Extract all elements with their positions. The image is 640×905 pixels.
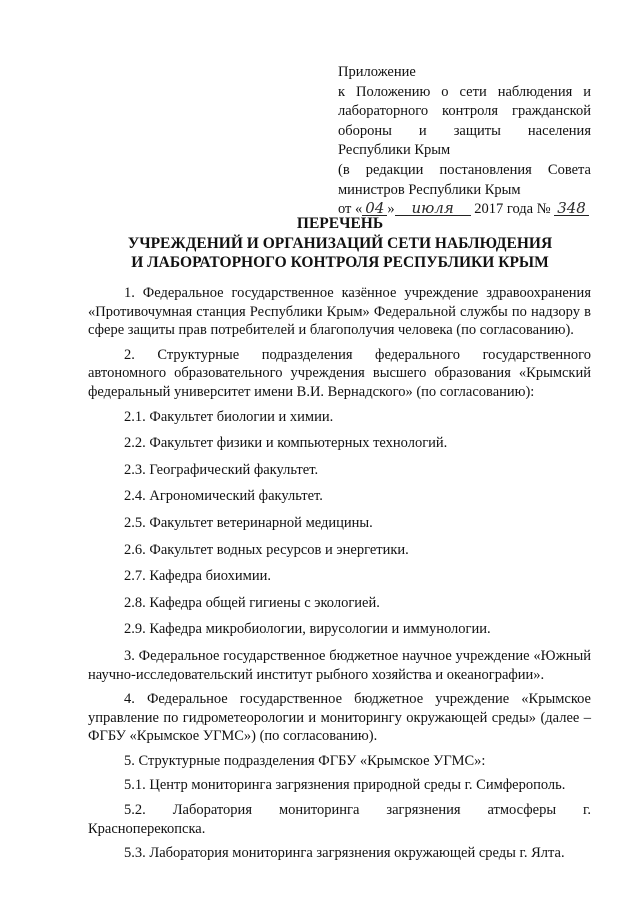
appendix-line: к Положению о сети наблюдения и: [338, 83, 591, 100]
appendix-line: (в редакции постановления Совета: [338, 161, 591, 178]
list-item: 4. Федеральное государственное бюджетное учреждение «Крымское управление по гидрометеорологии и мониторингу окружающей среды» (далее – ФГБУ «Крымское УГМС») (по согласованию).: [88, 691, 591, 745]
list-subitem: 2.1. Факультет биологии и химии.: [124, 408, 334, 425]
handwritten-day: 04: [362, 201, 387, 216]
appendix-header: [338, 63, 591, 220]
title-line: И ЛАБОРАТОРНОГО КОНТРОЛЯ РЕСПУБЛИКИ КРЫМ: [131, 254, 549, 271]
document-body: [88, 284, 591, 869]
list-subitem: 2.9. Кафедра микробиологии, вирусологии и иммунологии.: [124, 621, 491, 638]
list-item: 5.3. Лаборатория мониторинга загрязнения окружающей среды г. Ялта.: [124, 845, 565, 862]
list-item: 5.1. Центр мониторинга загрязнения природной среды г. Симферополь.: [124, 777, 566, 794]
document-title: [60, 214, 620, 273]
list-subitem: 2.3. Географический факультет.: [124, 461, 319, 478]
list-subitem: 2.6. Факультет водных ресурсов и энергетики.: [124, 541, 409, 558]
list-subitem: 2.8. Кафедра общей гигиены с экологией.: [124, 594, 380, 611]
list-subitem: 2.5. Факультет ветеринарной медицины.: [124, 514, 373, 531]
list-subitem: 2.2. Факультет физики и компьютерных технологий.: [124, 435, 448, 452]
list-item: 1. Федеральное государственное казённое учреждение здравоохранения «Противочумная станция Республики Крым» Федеральной службы по надзору в сфере защиты прав потребителей и благополучия человека (по согласованию).: [88, 285, 591, 339]
list-subitem: 2.4. Агрономический факультет.: [124, 488, 323, 505]
appendix-line: Республики Крым: [338, 142, 451, 159]
appendix-line: министров Республики Крым: [338, 181, 521, 198]
list-item: 5.2. Лаборатория мониторинга загрязнения атмосферы г. Красноперекопска.: [88, 802, 591, 837]
date-mid: »: [387, 201, 395, 218]
title-line: УЧРЕЖДЕНИЙ И ОРГАНИЗАЦИЙ СЕТИ НАБЛЮДЕНИЯ: [127, 234, 553, 252]
list-subitem: 2.7. Кафедра биохимии.: [124, 568, 271, 585]
list-item: 2. Структурные подразделения федерального государственного автономного образовательного учреждения высшего образования «Крымский федеральный университет имени В.И. Вернадского» (по согласованию):: [88, 346, 591, 400]
list-item: 5. Структурные подразделения ФГБУ «Крымское УГМС»:: [124, 752, 486, 769]
list-item: 3. Федеральное государственное бюджетное научное учреждение «Южный научно-исследовательский институт рыбного хозяйства и океанографии».: [88, 647, 591, 683]
date-year-text: 2017 года №: [474, 201, 551, 218]
appendix-line: Приложение: [338, 64, 416, 80]
handwritten-number: 348: [554, 201, 589, 216]
handwritten-month: июля: [395, 201, 471, 216]
date-prefix: от «: [338, 201, 363, 218]
title-line: ПЕРЕЧЕНЬ: [296, 215, 384, 232]
appendix-line: обороны и защиты населения: [338, 122, 591, 139]
appendix-line: лабораторного контроля гражданской: [338, 103, 591, 120]
